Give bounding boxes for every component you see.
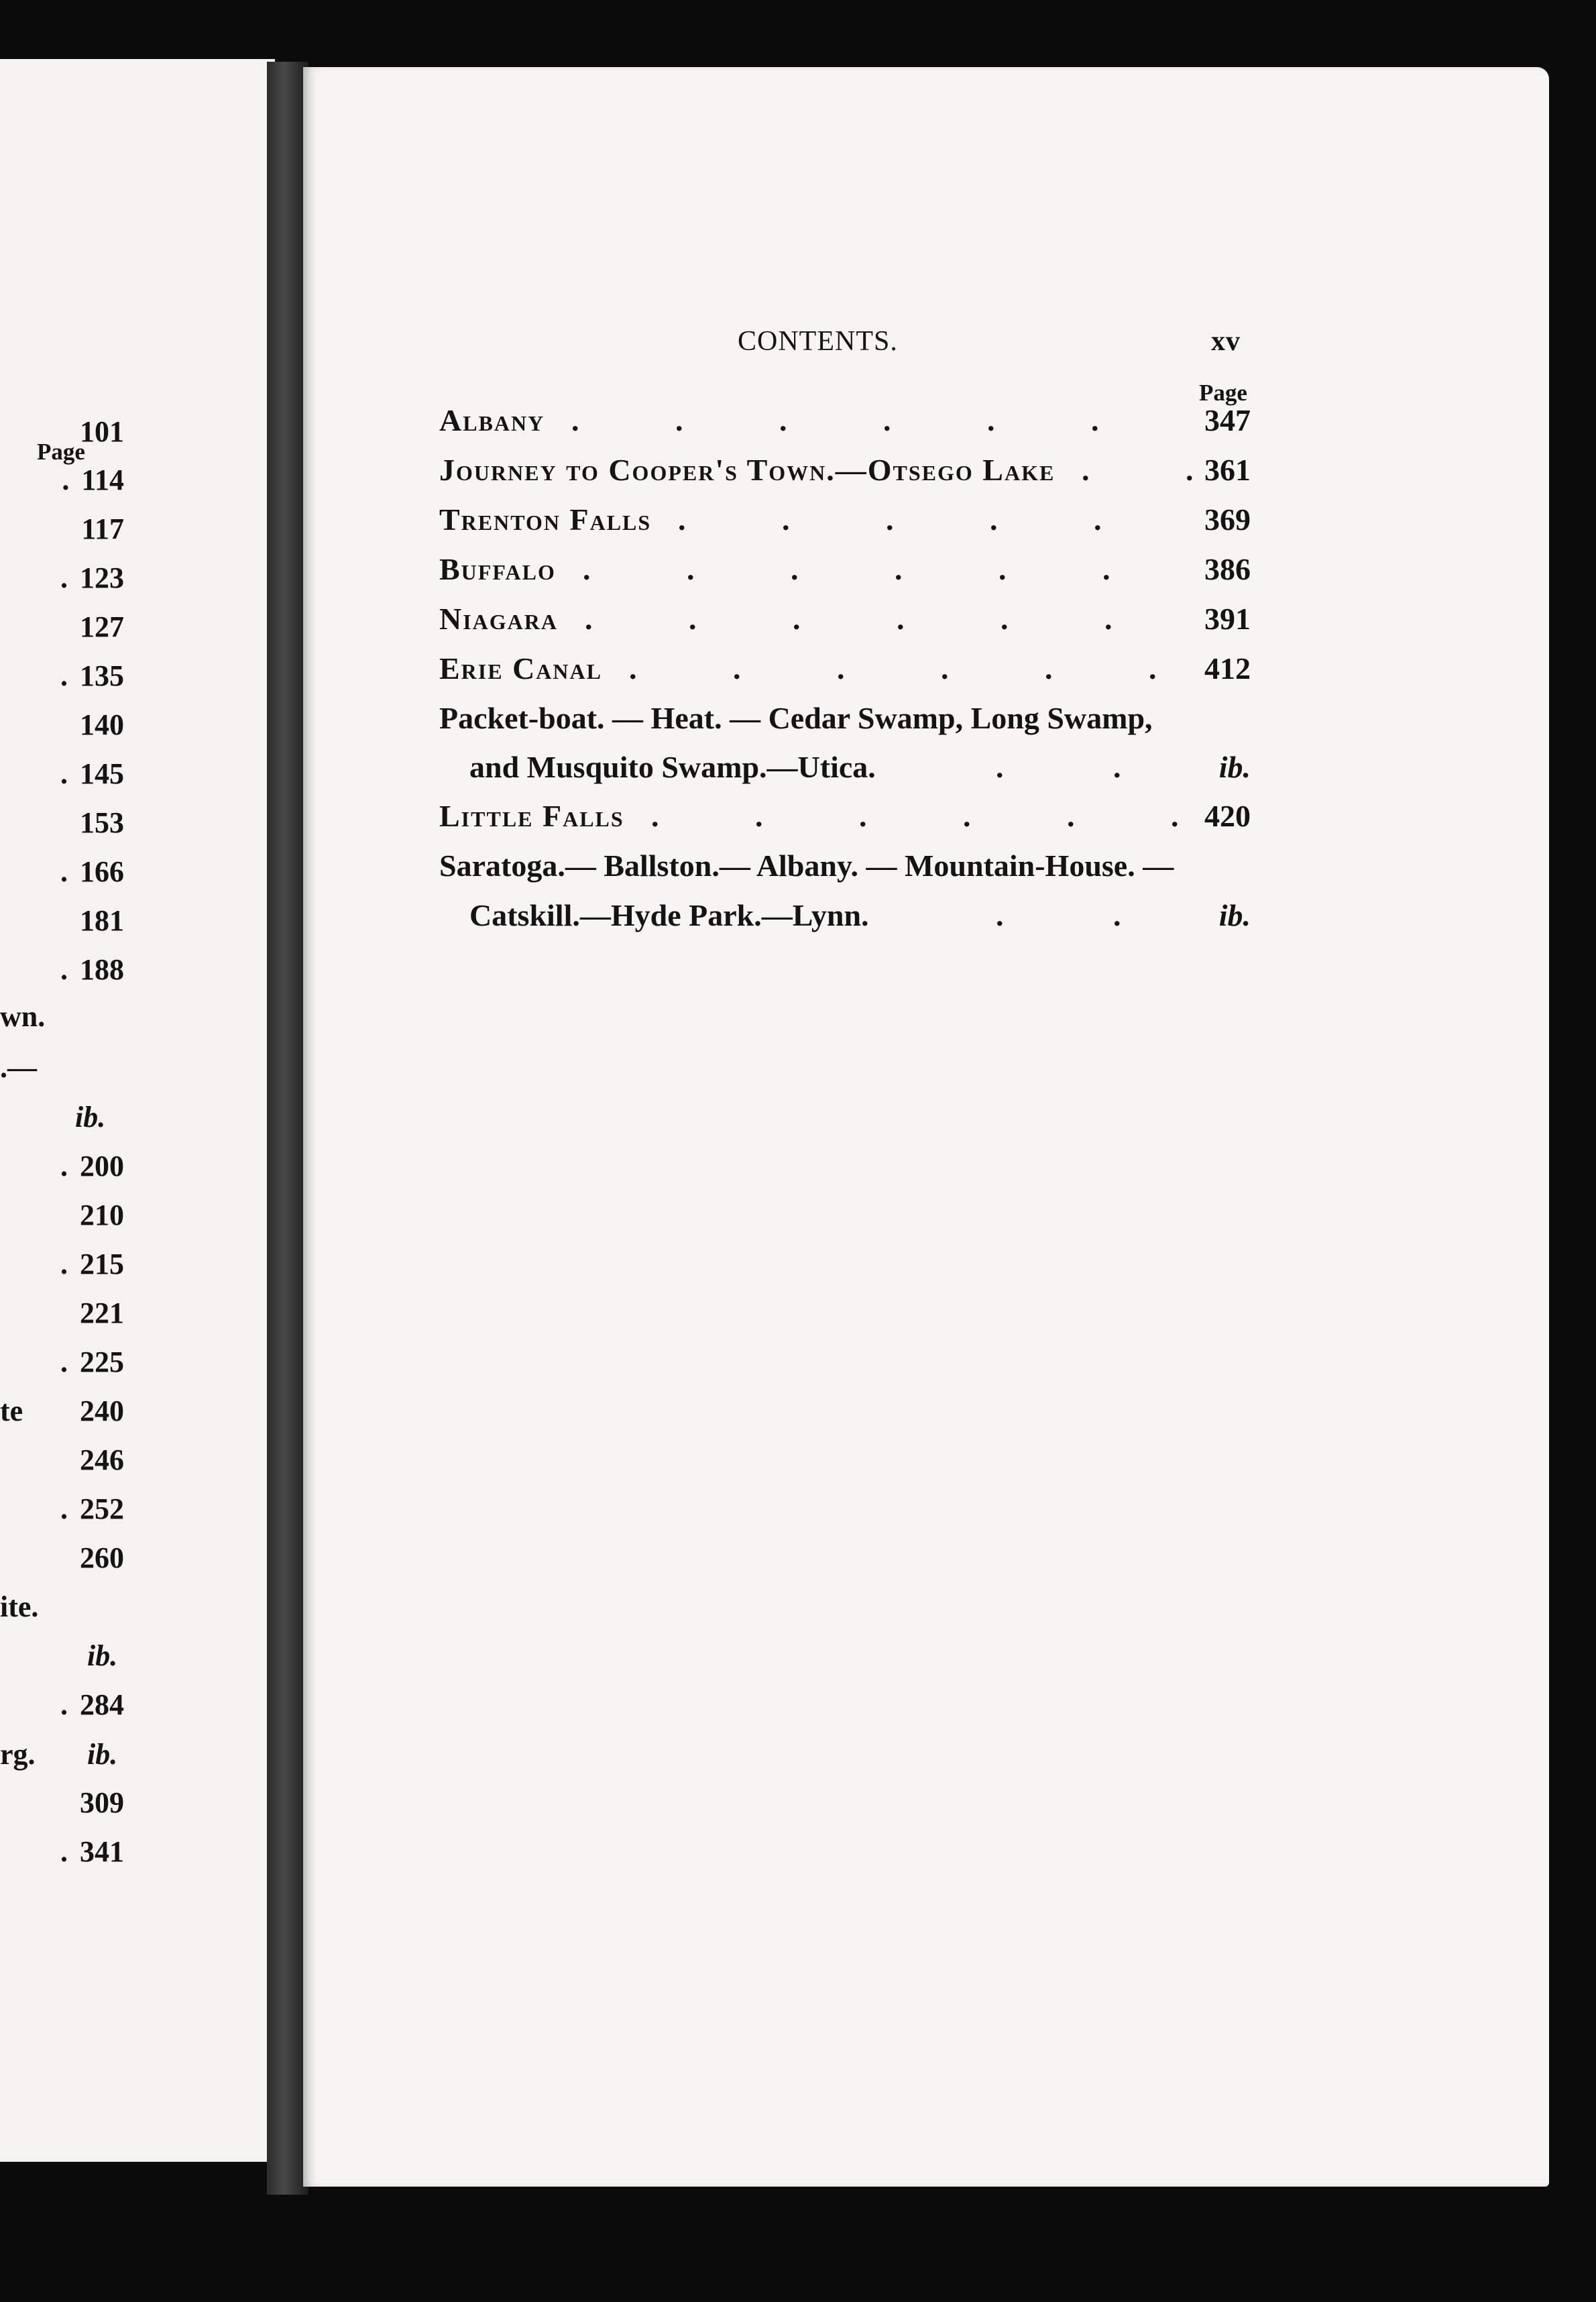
left-row (7, 806, 275, 840)
left-row (7, 463, 275, 497)
entry-title: Packet-boat. — Heat. — Cedar Swamp, Long Swamp, (439, 701, 1153, 735)
leader-dot: . (782, 502, 790, 537)
leader-dot: . (629, 651, 637, 686)
left-row-page: 215 (80, 1248, 124, 1280)
entry-page: 391 (1204, 602, 1251, 636)
leader-dot: . (60, 953, 68, 986)
left-row (7, 1688, 275, 1722)
leader-dot: . (60, 855, 68, 888)
page-title: CONTENTS. (738, 326, 898, 357)
leader-dot: . (687, 552, 695, 586)
left-fragment: rg. (0, 1738, 36, 1771)
contents-entry (439, 848, 1251, 888)
leader-dot: . (996, 898, 1004, 932)
leader-dots (439, 402, 1210, 443)
leader-dot: . (733, 651, 741, 686)
left-row-page: 210 (80, 1199, 124, 1231)
leader-dot: . (689, 602, 697, 636)
left-row-page: 114 (81, 463, 124, 496)
entry-title: Buffalo (439, 552, 556, 586)
leader-dot: . (60, 1492, 68, 1525)
left-row (7, 1443, 275, 1477)
entry-page: 347 (1204, 403, 1251, 437)
leader-dots (439, 452, 1210, 492)
leader-dots (439, 897, 1210, 938)
left-row-page: 221 (80, 1297, 124, 1329)
left-page-label: Page (37, 439, 85, 465)
left-row (7, 1247, 275, 1281)
left-row (7, 1786, 275, 1820)
leader-dot: . (837, 651, 845, 686)
left-row-page: 309 (80, 1786, 124, 1819)
left-row-page: 284 (80, 1688, 124, 1721)
leader-dot: . (651, 799, 659, 833)
entry-page: ib. (1218, 898, 1251, 932)
leader-dot: . (1045, 651, 1053, 686)
leader-dot: . (897, 602, 905, 636)
left-fragment: te (0, 1394, 23, 1427)
leader-dot: . (793, 602, 801, 636)
left-row (7, 1198, 275, 1232)
left-fragment: ite. (0, 1590, 39, 1623)
left-row (7, 1296, 275, 1330)
leader-dots (439, 651, 1210, 691)
left-row-page: 246 (80, 1443, 124, 1476)
left-row (7, 1345, 275, 1379)
leader-dot: . (678, 502, 686, 537)
left-row-page: 135 (80, 659, 124, 692)
entry-title: Journey to Cooper's Town.—Otsego Lake (439, 453, 1056, 487)
entry-page: 412 (1204, 651, 1251, 686)
leader-dot: . (1091, 403, 1099, 437)
contents-entry (439, 402, 1251, 443)
left-row-page: 127 (80, 610, 124, 643)
left-row (7, 659, 275, 693)
leader-dot: . (60, 1688, 68, 1721)
contents-entry (439, 551, 1251, 592)
leader-dot: . (62, 463, 70, 496)
contents-entry (439, 798, 1251, 838)
leader-dot: . (941, 651, 949, 686)
entry-title: Erie Canal (439, 651, 602, 686)
right-page (303, 67, 1549, 2187)
leader-dot: . (60, 659, 68, 692)
leader-dot: . (60, 1346, 68, 1378)
left-row (7, 610, 275, 644)
left-row-page: 145 (80, 757, 124, 790)
left-fragment: ib. (87, 1738, 118, 1771)
leader-dot: . (1104, 602, 1113, 636)
leader-dot: . (60, 757, 68, 790)
leader-dot: . (585, 602, 593, 636)
leader-dots (439, 749, 1210, 789)
leader-dot: . (990, 502, 998, 537)
leader-dot: . (60, 1150, 68, 1183)
leader-dots (439, 502, 1210, 542)
leader-dot: . (60, 1835, 68, 1868)
left-row (7, 855, 275, 889)
leader-dot: . (1186, 453, 1194, 487)
left-row (7, 1541, 275, 1575)
left-row (7, 952, 275, 987)
page-column-label: Page (1199, 380, 1247, 406)
leader-dot: . (60, 1248, 68, 1280)
left-row-page: 140 (80, 708, 124, 741)
leader-dot: . (583, 552, 591, 586)
leader-dot: . (791, 552, 799, 586)
entry-title: Little Falls (439, 799, 624, 833)
left-row-page: 225 (80, 1346, 124, 1378)
contents-entry (439, 452, 1251, 492)
leader-dots (439, 798, 1210, 838)
left-row-page: 153 (80, 806, 124, 839)
leader-dot: . (1094, 502, 1102, 537)
left-row-page: 260 (80, 1541, 124, 1574)
leader-dot: . (987, 403, 995, 437)
left-row-page: 200 (80, 1150, 124, 1183)
contents-entry (439, 700, 1251, 741)
leader-dot: . (1001, 602, 1009, 636)
contents-entry-page-row (439, 749, 1251, 789)
leader-dot: . (571, 403, 579, 437)
entry-title: Niagara (439, 602, 559, 636)
entry-continuation: Catskill.—Hyde Park.—Lynn. (469, 898, 869, 932)
leader-dot: . (859, 799, 867, 833)
entry-title: Saratoga.— Ballston.— Albany. — Mountain-House. — (439, 848, 1174, 883)
left-row-page: 101 (80, 415, 124, 448)
left-row (7, 1394, 275, 1428)
left-row-page: 123 (80, 561, 124, 594)
entry-title: Albany (439, 403, 545, 437)
left-row (7, 1834, 275, 1869)
left-row (7, 903, 275, 938)
leader-dot: . (996, 750, 1004, 784)
left-row-page: 166 (80, 855, 124, 888)
left-row (7, 1149, 275, 1183)
left-row-page: 252 (80, 1492, 124, 1525)
leader-dot: . (1102, 552, 1110, 586)
left-row-page: 181 (80, 904, 124, 937)
left-row (7, 512, 275, 546)
entry-page: 369 (1204, 502, 1251, 537)
leader-dot: . (1067, 799, 1075, 833)
left-fragment: ib. (87, 1639, 118, 1672)
left-row (7, 1492, 275, 1526)
leader-dot: . (963, 799, 971, 833)
contents-entry-page-row (439, 897, 1251, 938)
left-row-page: 240 (80, 1394, 124, 1427)
left-row (7, 708, 275, 742)
contents-entry (439, 601, 1251, 641)
leader-dots (439, 601, 1210, 641)
entry-page: 361 (1204, 453, 1251, 487)
contents-entry (439, 651, 1251, 691)
leader-dot: . (755, 799, 763, 833)
leader-dot: . (1171, 799, 1179, 833)
left-row-page: 117 (81, 512, 124, 545)
leader-dot: . (60, 561, 68, 594)
entry-page: 420 (1204, 799, 1251, 833)
leader-dot: . (883, 403, 891, 437)
leader-dot: . (1113, 750, 1121, 784)
left-page (0, 59, 275, 2162)
page-number: xv (1211, 326, 1241, 357)
left-row (7, 757, 275, 791)
left-row-page: 341 (80, 1835, 124, 1868)
leader-dot: . (886, 502, 894, 537)
leader-dots (439, 551, 1210, 592)
leader-dot: . (999, 552, 1007, 586)
entry-title: Trenton Falls (439, 502, 652, 537)
left-fragment: ib. (75, 1101, 106, 1134)
left-row (7, 415, 275, 449)
leader-dot: . (1082, 453, 1090, 487)
leader-dot: . (779, 403, 787, 437)
left-row-page: 188 (80, 953, 124, 986)
entry-continuation: and Musquito Swamp.—Utica. (469, 750, 876, 784)
leader-dot: . (1149, 651, 1157, 686)
entry-page: 386 (1204, 552, 1251, 586)
entry-page: ib. (1218, 750, 1251, 784)
leader-dot: . (895, 552, 903, 586)
left-row (7, 561, 275, 595)
leader-dot: . (675, 403, 683, 437)
book-gutter (267, 62, 308, 2195)
leader-dot: . (1113, 898, 1121, 932)
left-fragment: wn. (0, 1000, 46, 1033)
contents-entry (439, 502, 1251, 542)
left-fragment: .— (0, 1051, 37, 1084)
